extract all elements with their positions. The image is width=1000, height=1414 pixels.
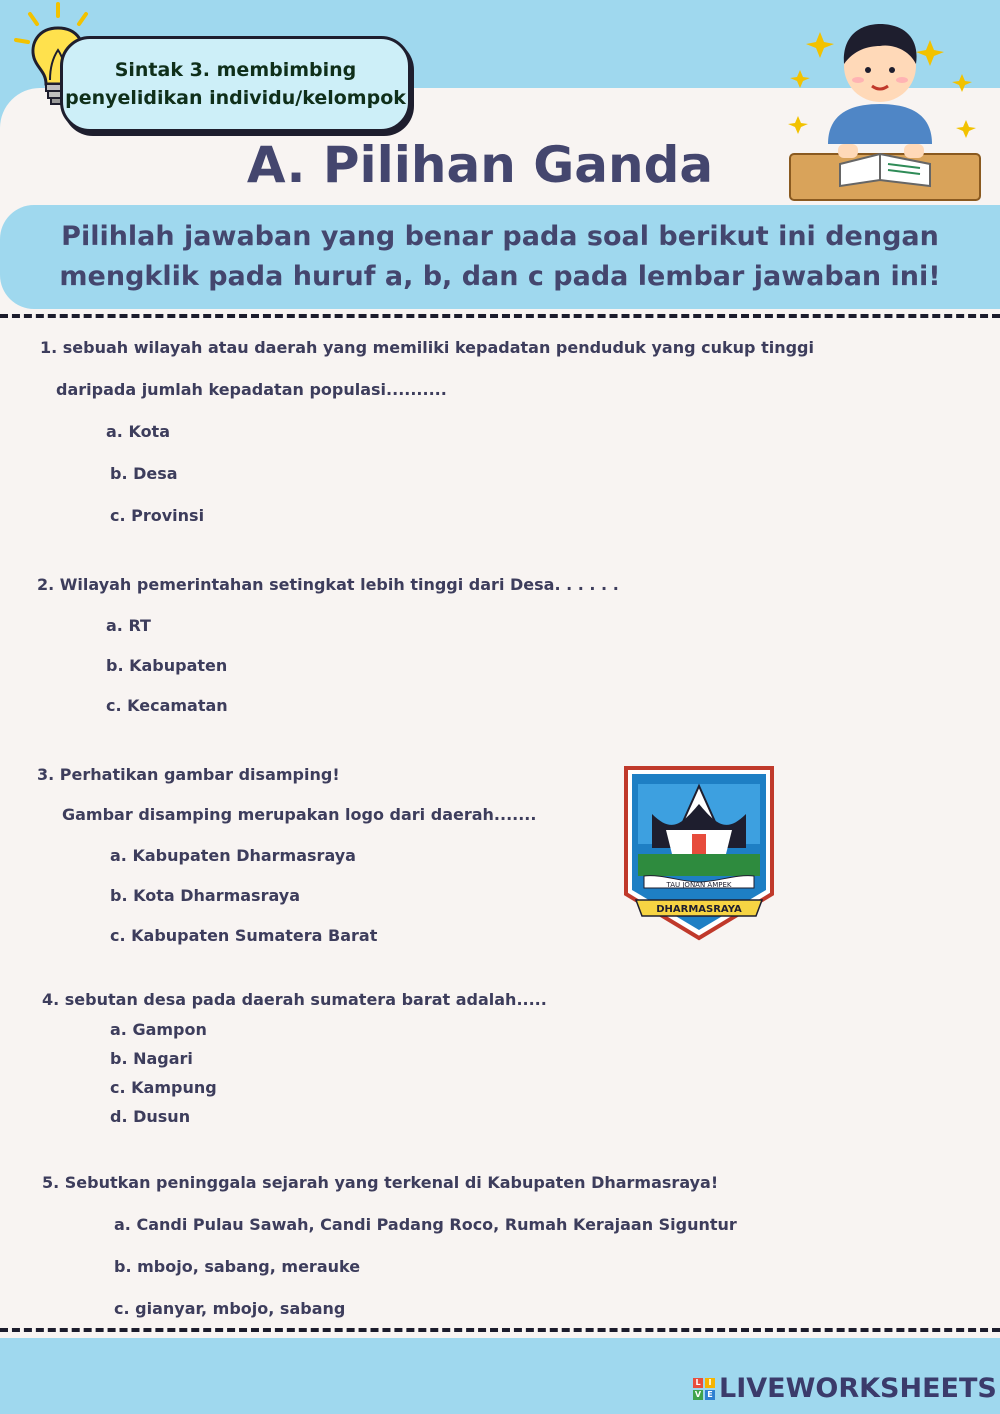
question-3-option-c[interactable]: c. Kabupaten Sumatera Barat xyxy=(110,926,378,945)
page-title: A. Pilihan Ganda xyxy=(246,136,714,194)
question-4-option-a[interactable]: a. Gampon xyxy=(110,1020,207,1039)
question-1-option-b[interactable]: b. Desa xyxy=(110,464,178,483)
question-4-option-b[interactable]: b. Nagari xyxy=(110,1049,193,1068)
question-5-text: 5. Sebutkan peninggala sejarah yang terkenal di Kabupaten Dharmasraya! xyxy=(42,1173,719,1192)
question-3-option-a[interactable]: a. Kabupaten Dharmasraya xyxy=(110,846,356,865)
question-3-option-b[interactable]: b. Kota Dharmasraya xyxy=(110,886,300,905)
divider-bottom xyxy=(0,1328,1000,1332)
instruction-line-1: Pilihlah jawaban yang benar pada soal berikut ini dengan xyxy=(61,221,939,252)
logo-ribbon-bottom: DHARMASRAYA xyxy=(656,904,742,915)
instruction-banner xyxy=(0,205,1000,309)
question-1-option-c[interactable]: c. Provinsi xyxy=(110,506,205,525)
question-1-text-cont: daripada jumlah kepadatan populasi.......... xyxy=(56,380,447,399)
question-5-option-a[interactable]: a. Candi Pulau Sawah, Candi Padang Roco, Rumah Kerajaan Siguntur xyxy=(114,1215,737,1234)
question-2-option-a[interactable]: a. RT xyxy=(106,616,151,635)
question-3-text: 3. Perhatikan gambar disamping! xyxy=(37,765,340,784)
question-1-text: 1. sebuah wilayah atau daerah yang memiliki kepadatan penduduk yang cukup tinggi xyxy=(40,338,814,357)
question-2-text: 2. Wilayah pemerintahan setingkat lebih tinggi dari Desa. . . . . . xyxy=(37,575,619,594)
syntax-badge xyxy=(60,36,411,132)
brand-name: LIVEWORKSHEETS xyxy=(719,1373,997,1404)
question-4-text: 4. sebutan desa pada daerah sumatera barat adalah..... xyxy=(42,990,547,1009)
question-2-option-b[interactable]: b. Kabupaten xyxy=(106,656,228,675)
logo-ribbon-top: TAU JONAN AMPEK xyxy=(666,881,732,889)
question-4-option-c[interactable]: c. Kampung xyxy=(110,1078,217,1097)
badge-line-1: Sintak 3. membimbing xyxy=(114,59,357,81)
question-5-option-b[interactable]: b. mbojo, sabang, merauke xyxy=(114,1257,361,1276)
divider-top xyxy=(0,314,1000,318)
badge-line-2: penyelidikan individu/kelompok xyxy=(65,87,406,109)
question-2-option-c[interactable]: c. Kecamatan xyxy=(106,696,228,715)
liveworksheets-brand xyxy=(693,1373,997,1404)
question-1-option-a[interactable]: a. Kota xyxy=(106,422,170,441)
question-5-option-c[interactable]: c. gianyar, mbojo, sabang xyxy=(114,1299,346,1318)
question-3-text-cont: Gambar disamping merupakan logo dari daerah....... xyxy=(62,805,537,824)
instruction-line-2: mengklik pada huruf a, b, dan c pada lembar jawaban ini! xyxy=(59,261,941,292)
liveworksheets-logo-icon: L I V E xyxy=(693,1378,715,1400)
question-4-option-d[interactable]: d. Dusun xyxy=(110,1107,191,1126)
dharmasraya-regency-logo xyxy=(622,764,776,942)
studying-student-illustration xyxy=(780,4,990,204)
